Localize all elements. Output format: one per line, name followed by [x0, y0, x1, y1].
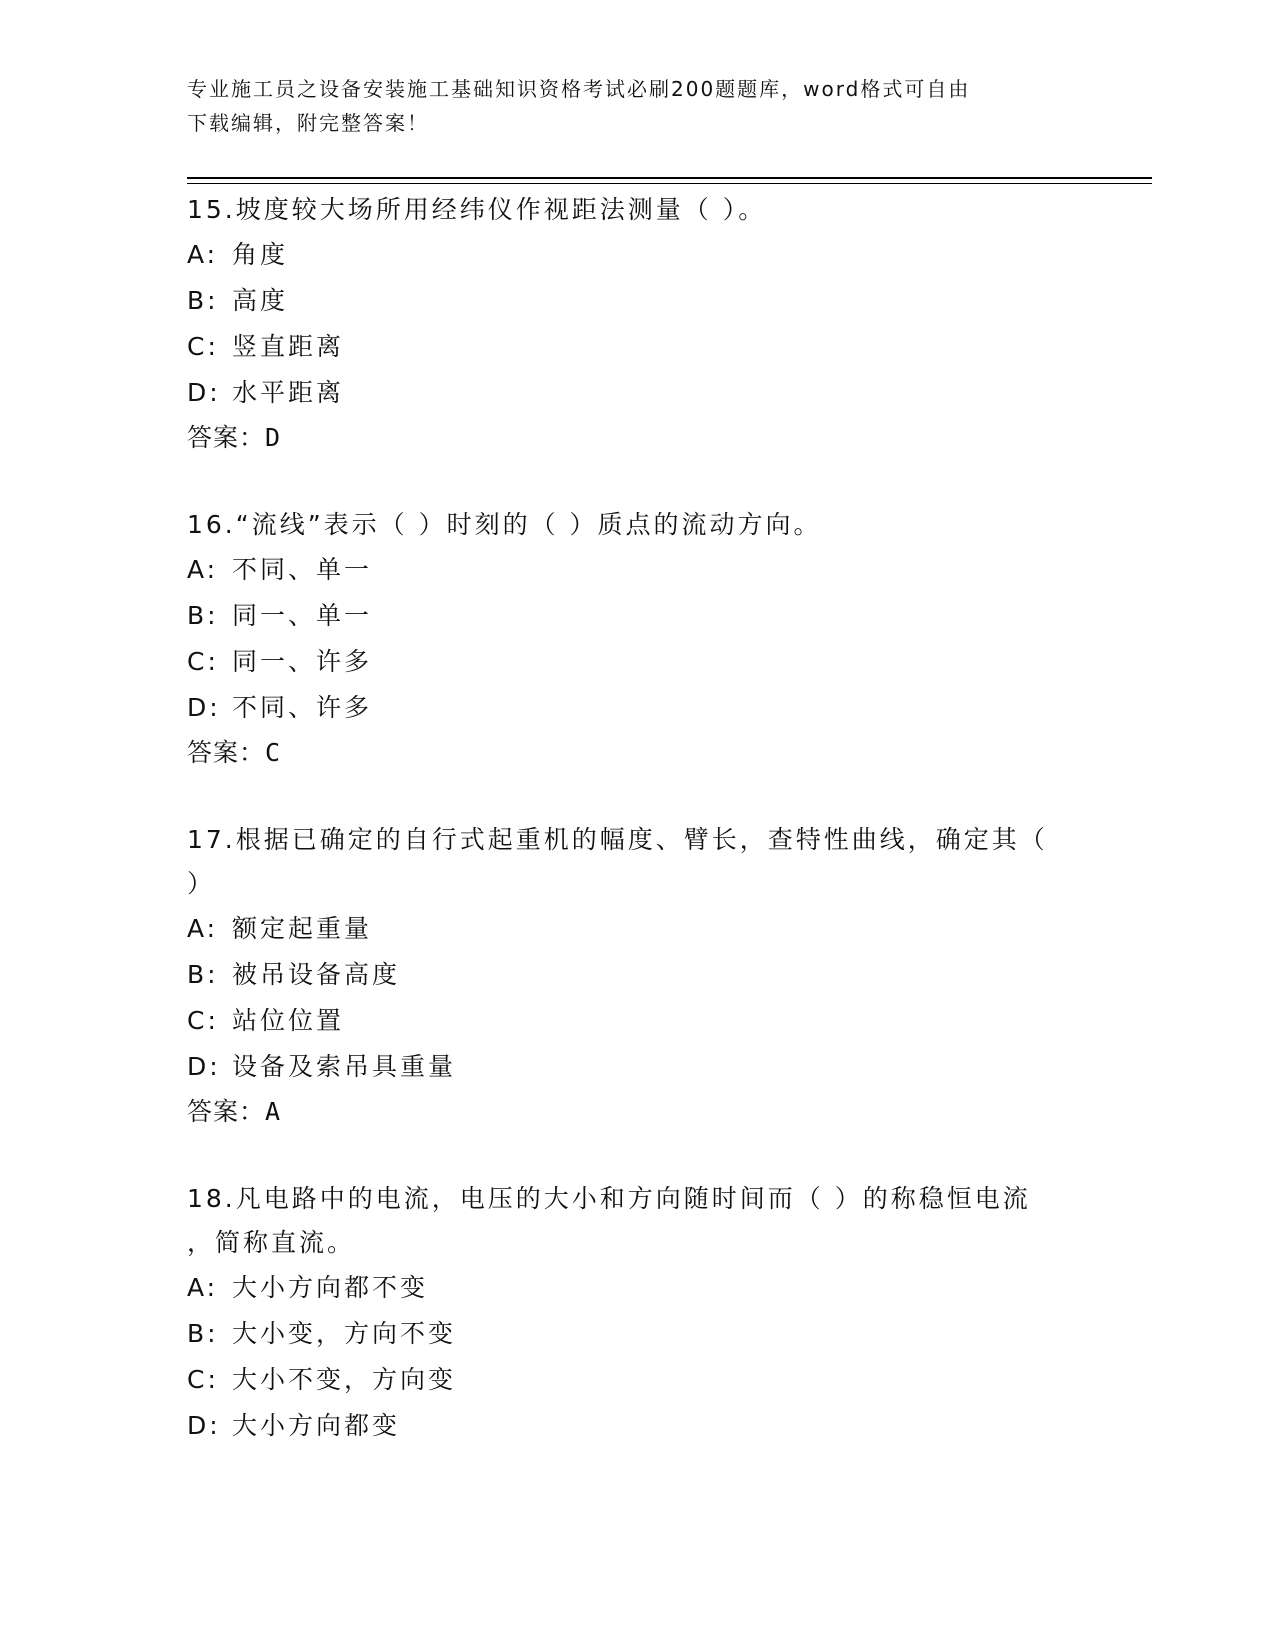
question-text: 16.“流线”表示（ ）时刻的（ ）质点的流动方向。 [187, 510, 822, 539]
option-a [187, 1265, 1087, 1311]
option-text: 被吊设备高度 [232, 960, 401, 989]
option-text: 高度 [232, 286, 289, 315]
question-18 [187, 1177, 1087, 1449]
option-b [187, 593, 1087, 639]
option-text: 额定起重量 [232, 914, 373, 943]
option-key: B: [187, 960, 219, 989]
option-key: C: [187, 332, 219, 361]
option-text: 大小不变，方向变 [232, 1365, 457, 1394]
option-d [187, 685, 1087, 731]
option-c [187, 639, 1087, 685]
option-key: A: [187, 914, 219, 943]
option-key: B: [187, 1319, 219, 1348]
option-key: A: [187, 1273, 219, 1302]
option-key: C: [187, 1006, 219, 1035]
option-a [187, 547, 1087, 593]
option-key: D: [187, 693, 221, 722]
question-text-line-2: ） [187, 869, 216, 898]
option-c [187, 1357, 1087, 1403]
answer: 答案：A [187, 1097, 282, 1126]
option-text: 大小变，方向不变 [232, 1319, 457, 1348]
question-16 [187, 503, 1087, 775]
option-a [187, 232, 1087, 278]
option-text: 不同、许多 [232, 693, 373, 722]
option-c [187, 998, 1087, 1044]
option-key: D: [187, 1411, 221, 1440]
option-a [187, 906, 1087, 952]
option-text: 竖直距离 [232, 332, 345, 361]
option-text: 不同、单一 [232, 555, 373, 584]
option-text: 水平距离 [232, 378, 345, 407]
question-15 [187, 188, 1087, 460]
option-key: B: [187, 601, 219, 630]
option-c [187, 324, 1087, 370]
question-17 [187, 818, 1087, 1134]
answer: 答案：D [187, 423, 282, 452]
option-key: C: [187, 647, 219, 676]
option-d [187, 370, 1087, 416]
option-text: 大小方向都不变 [232, 1273, 429, 1302]
option-key: B: [187, 286, 219, 315]
option-text: 同一、单一 [232, 601, 373, 630]
option-key: D: [187, 378, 221, 407]
header-line-1: 专业施工员之设备安装施工基础知识资格考试必刷200题题库，word格式可自由 [187, 77, 971, 101]
option-text: 大小方向都变 [232, 1411, 401, 1440]
header-divider-thick [187, 177, 1152, 179]
option-text: 设备及索吊具重量 [232, 1052, 457, 1081]
option-b [187, 952, 1087, 998]
question-text-line-2: ，简称直流。 [187, 1228, 356, 1257]
answer: 答案：C [187, 738, 282, 767]
document-header [187, 72, 1067, 140]
option-d [187, 1403, 1087, 1449]
option-text: 同一、许多 [232, 647, 373, 676]
option-text: 角度 [232, 240, 289, 269]
option-key: C: [187, 1365, 219, 1394]
option-d [187, 1044, 1087, 1090]
question-text-line-1: 18.凡电路中的电流，电压的大小和方向随时间而（ ）的称稳恒电流 [187, 1184, 1031, 1213]
option-text: 站位位置 [232, 1006, 345, 1035]
option-key: A: [187, 240, 219, 269]
header-divider-thin [187, 183, 1152, 184]
question-text-line-1: 17.根据已确定的自行式起重机的幅度、臂长，查特性曲线，确定其（ [187, 825, 1048, 854]
question-text: 15.坡度较大场所用经纬仪作视距法测量（ ）。 [187, 195, 767, 224]
option-b [187, 1311, 1087, 1357]
option-key: A: [187, 555, 219, 584]
option-b [187, 278, 1087, 324]
header-line-2: 下载编辑，附完整答案！ [187, 111, 429, 135]
option-key: D: [187, 1052, 221, 1081]
